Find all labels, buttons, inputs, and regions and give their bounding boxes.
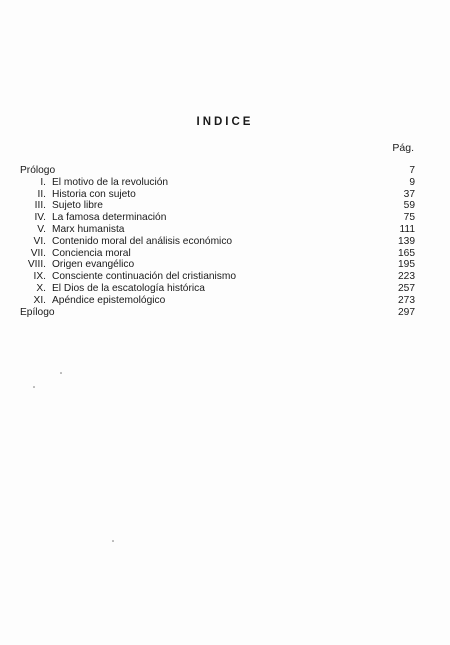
toc-entry-title: Apéndice epistemológico [52,294,166,306]
toc-entry-page: 111 [399,223,415,235]
toc-entry-page: 257 [398,282,415,294]
toc-entry-title: Historia con sujeto [52,188,136,200]
toc-entry [20,236,415,248]
toc-entry-title: El Dios de la escatología histórica [52,282,205,294]
toc-entry-number: V. [37,223,46,235]
toc-entry-title: Sujeto libre [52,200,103,212]
toc-entry [20,224,415,236]
toc-entry [20,283,415,295]
toc-entry-page: 7 [409,165,415,176]
toc-entry [20,307,415,319]
toc-entry-number: VI. [33,235,46,247]
toc-entry [20,189,415,201]
toc-entry-title: Marx humanista [52,223,125,235]
toc-entry-number: IX. [33,271,46,283]
toc-entry [20,200,415,212]
scan-speck [33,386,35,388]
page-column-label: Pág. [392,142,414,154]
toc-entry-title: La famosa determinación [52,212,167,224]
toc-entry-number: II. [37,188,46,200]
toc-entry-title: Conciencia moral [52,247,131,259]
toc-entry-number: I. [40,176,46,188]
toc-entry [20,271,415,283]
scan-speck [60,372,62,374]
toc-entry-title: El motivo de la revolución [52,176,169,188]
toc-entry-page: 75 [403,212,415,224]
toc-entry-title: Consciente continuación del cristianismo [52,271,237,283]
toc-entry-title: Prólogo [20,165,56,176]
toc-entry [20,165,415,177]
toc-entry [20,248,415,260]
toc-entry [20,212,415,224]
toc-entry-title: Epílogo [20,306,55,318]
toc-entry-number: VII. [30,247,46,259]
toc-entry [20,177,415,189]
toc-entry-page: 139 [398,235,415,247]
toc-entry [20,259,415,271]
scan-speck [112,540,114,542]
toc-entry-page: 195 [398,259,415,271]
toc-entry-number: VIII. [27,259,46,271]
toc-entry [20,295,415,307]
toc-entry-page: 37 [403,188,415,200]
toc-entry-page: 223 [398,271,415,283]
toc-entry-number: X. [36,282,46,294]
toc-entry-number: IV. [34,212,46,224]
toc-entry-number: III. [34,200,46,212]
toc-entry-number: XI. [33,294,46,306]
toc-entry-title: Contenido moral del análisis económico [52,235,233,247]
toc-entry-page: 59 [403,200,415,212]
table-of-contents [20,165,415,318]
toc-entry-page: 273 [398,294,415,306]
toc-entry-page: 9 [409,176,415,188]
toc-entry-page: 297 [398,306,415,318]
toc-entry-page: 165 [398,247,415,259]
toc-entry-title: Origen evangélico [52,259,135,271]
page-title: INDICE [196,116,254,128]
